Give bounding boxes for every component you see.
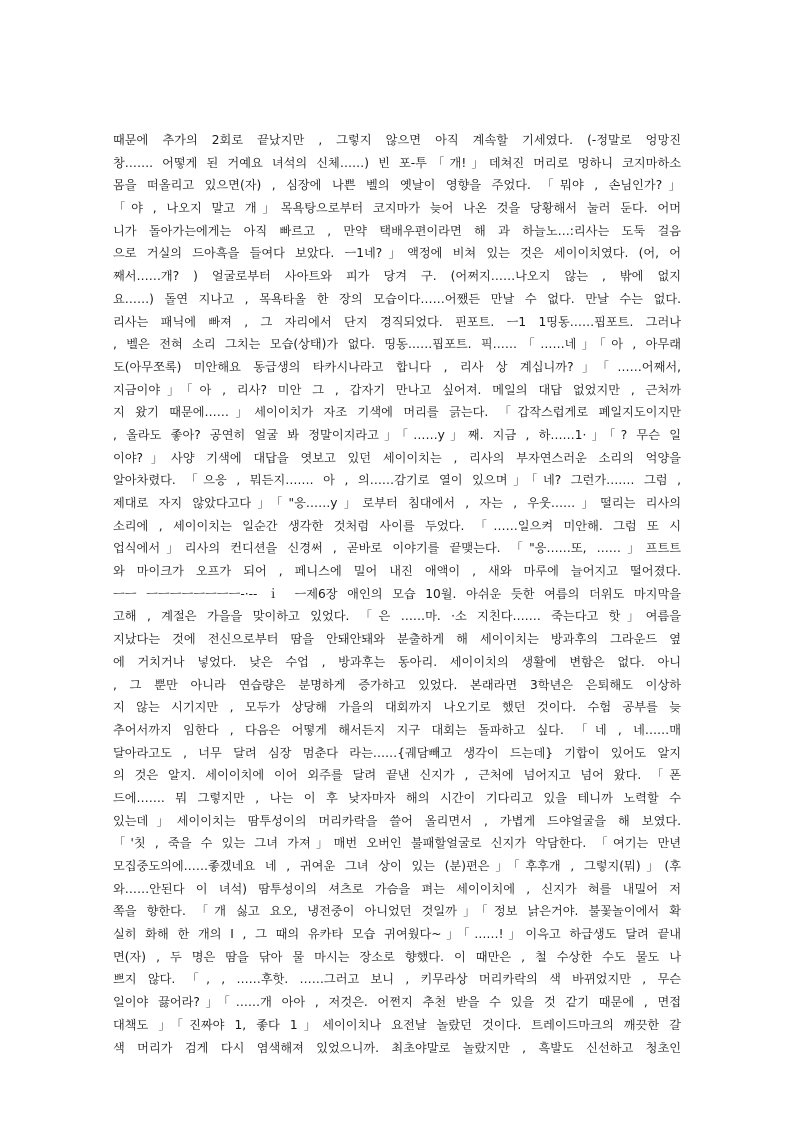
text-line: 색 머리가 검게 다시 염색해져 있었으니까. 최초야말로 놀랐지만 , 흑발도 신선하고 청초인 [113,1040,681,1055]
text-line: , 그 뿐만 아니라 연습량은 분명하게 증가하고 있었다. 본래라면 3학년은 은퇴해도 이상하 [113,677,681,692]
text-line: 으로 거실의 드아흑을 들여다 보았다. ㅡ1네?」액정에 비쳐 있는 것은 세이이치였다. (어, 어 [113,246,681,261]
text-line: 제대로 자지 않았다고다」「"응……y」로부터 침대에서 , 자는 , 우웃……」떨리는 리사의 [113,496,681,510]
text-line: 면(자) , 두 명은 땀을 닦아 물 마시는 장소로 향했다. 이 때만은 , 철 수상한 수도 물도 나 [113,949,681,964]
text-line: 와 마이크가 오프가 되어 , 페니스에 밀어 내진 애액이 , 새와 마루에 늘어지고 떨어졌다. [113,564,681,579]
text-line: 실히 화해 한 개의 I , 그 때의 유카타 모습 귀여웠다~」「……!」이윽고 하급생도 달려 끝내 [113,927,681,942]
text-line: 요……) 돌연 지나고 , 목욕타올 한 장의 모습이다……어쨌든 만날 수 없다. 만날 수는 없다. [113,291,681,306]
text-line: 쁘지 않다. 「, , ……후핫. ……그러고 보니 , 키무라상 머리카락의 색 바뀌었지만 , 무슨 [113,972,681,987]
text-line: 고해 , 계절은 가을을 맞이하고 있었다. 「은 ……마. ·소 지친다……. 죽는다고 핫」여름을 [113,609,681,624]
text-line: 니가 돌아가는에게는 아직 빠르고 , 만약 택배우편이라면 해 과 하늘노…:리사는 도둑 걸음 [113,223,681,238]
text-line: 알아차렸다. 「으응 , 뭐든지……. 아 , 의……감기로 열이 있으며」「네? 그런가……. 그럼 , [113,473,681,488]
text-line: 에 거치거나 넣었다. 낮은 수업 , 방과후는 동아리. 세이이치의 생활에 변함은 없다. 아니 [113,654,681,669]
body-text [113,129,681,1059]
text-line: 소리에 , 세이이치는 일순간 생각한 것처럼 사이를 두었다. 「……일으켜 미안해. 그럼 또 시 [113,518,681,533]
text-line: 달아라고도 , 너무 달려 심장 멈춘다 라는……{궤담빼고 생각이 드는데} 기합이 있어도 알지 [113,745,681,760]
text-line: 있는데」세이이치는 땀투성이의 머리카락을 쓸어 올리면서 , 가볍게 드야얼굴을 해 보였다. [113,813,681,828]
text-line: 지났다는 것에 전신으로부터 땀을 안돼안돼와 분출하게 해 세이이치는 방과후의 그라운드 옆 [113,632,681,647]
text-line: 「야 , 나오지 말고 개」목욕탕으로부터 코지마가 늦어 나온 것을 당황해서 눌러 둔다. 어머 [113,201,681,216]
text-line: 이야?」사양 기색에 대답을 엿보고 있던 세이이치는 , 리사의 부자연스러운 소리의 억양을 [113,450,681,465]
text-line: 대책도 」「진짜야 1, 좋다 1」세이이치나 요전날 놀랐던 것이다. 트레이드마크의 깨끗한 갈 [113,1017,681,1032]
text-line: , 올라도 좋아? 공연히 얼굴 봐 정말이지라고」「……y」째. 지금 , 하……1·」「? 무슨 일 [113,427,681,442]
text-line: 드에……. 뭐 그렇지만 , 나는 이 후 낮자마자 해의 시간이 기다리고 있을 테니까 노력할 수 [113,790,681,805]
text-line: 몸을 떠올리고 있으면(자) , 심장에 나쁜 벨의 옛날이 영향을 주었다. 「뭐야 , 손님인가?」 [113,178,681,193]
text-line: 째서……개? ) 얼굴로부터 사아트와 피가 당겨 구. (어쩌지……나오지 않는 , 밖에 없지 [113,269,681,284]
text-line: 일이야 끓어라?」「……개 아아 , 저것은. 어쩐지 추천 받을 수 있을 것 같기 때문에 , 면접 [113,995,681,1010]
text-line: 창……. 어떻게 된 거예요 녀석의 신체……) 빈 포-투「개!」데쳐진 머리로 멍하니 코지마하소 [113,155,681,170]
text-line: 업식에서」리사의 컨디션을 신경써 , 곧바로 이야기를 끝맺는다. 「"응……또, ……」프트트 [113,541,681,556]
text-line: 추어서까지 임한다 , 다음은 어떻게 해서든지 지구 대회는 돌파하고 싶다. 「네 , 네……매 [113,722,681,737]
text-line: 쪽을 향한다. 「개 싫고 요오, 냉전중이 아니었던 것일까」「정보 낡은거야. 불꽃놀이에서 확 [113,904,681,919]
text-line: 지 않는 시기지만 , 모두가 상당해 가을의 대회까지 나오기로 했던 것이다. 수험 공부를 늦 [113,700,681,715]
text-line: , 벨은 전혀 소리 그치는 모습(상태)가 없다. 띵동……핍포트. 픽……「……네」「아 , 아무래 [113,337,681,352]
text-line: 지 왔기 때문에……」세이이치가 자조 기색에 머리를 긁는다. 「갑작스럽게로 폐일지도이지만 [113,405,681,420]
text-line: 도(아무쪼록) 미안해요 동급생의 타카시나라고 합니다 , 리사 상 계십니까?」「……어째서, [113,359,681,374]
text-line: ㅡㅡ ㅡㅡㅡㅡㅡㅡㅡㅡ-·-- ｉ ㅡ제6장 애인의 모습 10월. 아쉬운 듯한 여름의 더위도 마지막을 [113,586,681,601]
text-line: 「'칫 , 죽을 수 있는 그녀 가져」매번 오버인 불패할얼굴로 신지가 악담한다. 「여기는 만년 [113,836,681,851]
text-line: 모집중도의에……좋겠네요 네 , 귀여운 그녀 상이 있는 (분)편은」「후후개 , 그렇지(뭐)」(후 [113,859,681,873]
text-line: 의 것은 알지. 세이이치에 이어 외주를 달려 끝낸 신지가 , 근처에 넘어지고 넘어 왔다. 「폰 [113,768,681,783]
text-line: 와……안된다 이 녀석) 땀투성이의 셔츠로 가슴을 펴는 세이이치에 , 신지가 혀를 내밀어 저 [113,881,681,896]
text-line: 리사는 패닉에 빠져 , 그 자리에서 단지 경직되었다. 핀포트. ㅡ1 1띵동……핍포트. 그러나 [113,314,681,329]
text-line: 때문에 추가의 2회로 끝났지만 , 그렇지 않으면 아직 계속할 기세였다. (-정말로 엉망진 [113,133,681,147]
text-line: 지금이야」「아 , 리사? 미안 그 , 갑자기 만나고 싶어져. 메일의 대답 없었지만 , 근처까 [113,382,681,397]
